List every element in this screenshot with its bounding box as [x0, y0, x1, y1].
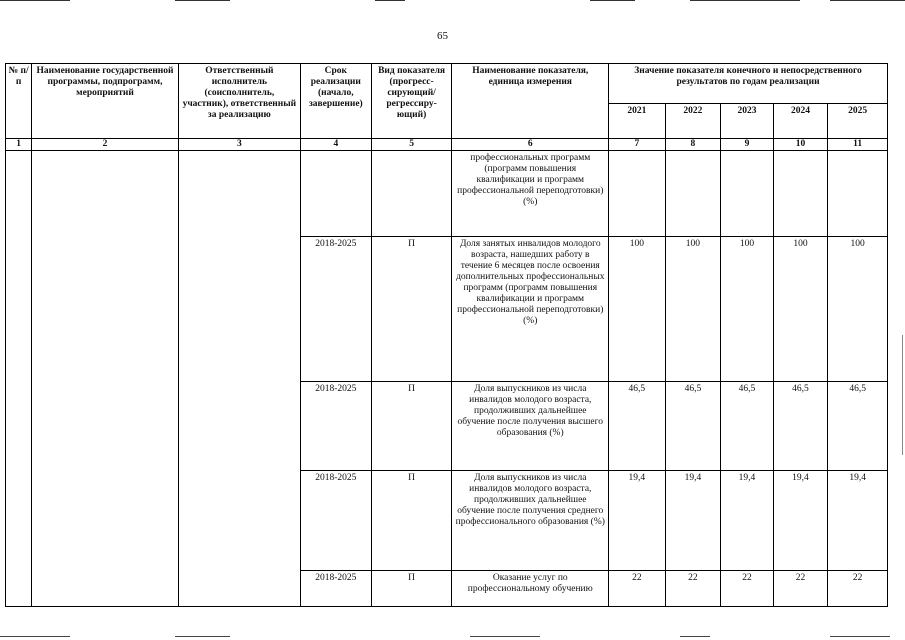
column-number: 1 — [6, 139, 32, 151]
header-values-group: Значение показателя конечного и непосредственного результатов по годам реализации — [609, 64, 888, 104]
value-cell: 22 — [721, 571, 774, 607]
indicators-table — [5, 63, 888, 607]
value-cell: 46,5 — [721, 382, 774, 471]
value-cell: 46,5 — [665, 382, 721, 471]
value-cell: 22 — [665, 571, 721, 607]
scan-top-edge — [0, 0, 905, 2]
term-cell: 2018-2025 — [300, 382, 371, 471]
column-number: 8 — [665, 139, 721, 151]
value-cell: 100 — [773, 237, 828, 382]
header-term: Срок реализации (начало, завершение) — [300, 64, 371, 139]
value-cell: 22 — [828, 571, 888, 607]
header-year: 2023 — [721, 104, 774, 139]
value-cell: 19,4 — [721, 471, 774, 571]
kind-cell: П — [371, 382, 452, 471]
table-row — [6, 151, 888, 237]
value-cell — [721, 151, 774, 237]
value-cell: 100 — [609, 237, 666, 382]
column-number: 10 — [773, 139, 828, 151]
header-year: 2022 — [665, 104, 721, 139]
column-number: 5 — [371, 139, 452, 151]
value-cell: 100 — [828, 237, 888, 382]
indicator-cell: Доля выпускников из числа инвалидов молодого возраста, продолживших дальнейшее обучение после получения высшего образования (%) — [452, 382, 609, 471]
indicator-cell: Доля выпускников из числа инвалидов молодого возраста, продолживших дальнейшее обучение после получения среднего профессионального образования (%) — [452, 471, 609, 571]
indicator-cell: Доля занятых инвалидов молодого возраста, нашедших работу в течение 6 месяцев после освоения дополнительных профессиональных программ (программ повышения квалификации и программ профессиональной переподготовки) (%) — [452, 237, 609, 382]
scan-bottom-edge — [0, 636, 905, 638]
header-executor: Ответственный исполнитель (соисполнитель, участник), ответственный за реализацию — [178, 64, 300, 139]
header-indicator-name: Наименование показателя, единица измерения — [452, 64, 609, 139]
kind-cell: П — [371, 471, 452, 571]
page-number: 65 — [437, 30, 448, 42]
value-cell: 22 — [609, 571, 666, 607]
value-cell — [609, 151, 666, 237]
value-cell: 46,5 — [828, 382, 888, 471]
header-year: 2025 — [828, 104, 888, 139]
value-cell: 100 — [665, 237, 721, 382]
term-cell: 2018-2025 — [300, 571, 371, 607]
kind-cell: П — [371, 237, 452, 382]
value-cell — [665, 151, 721, 237]
column-number: 6 — [452, 139, 609, 151]
header-year: 2024 — [773, 104, 828, 139]
row-number-cell — [6, 151, 32, 607]
term-cell — [300, 151, 371, 237]
indicator-cell: профессиональных программ (программ повышения квалификации и программ профессиональной переподготовки) (%) — [452, 151, 609, 237]
kind-cell: П — [371, 571, 452, 607]
header-number: № п/п — [6, 64, 32, 139]
header-indicator-kind: Вид показателя (прогресс-сирующий/ регрессиру-ющий) — [371, 64, 452, 139]
value-cell: 19,4 — [828, 471, 888, 571]
column-number: 4 — [300, 139, 371, 151]
kind-cell — [371, 151, 452, 237]
header-year: 2021 — [609, 104, 666, 139]
value-cell: 22 — [773, 571, 828, 607]
indicator-cell: Оказание услуг по профессиональному обучению — [452, 571, 609, 607]
header-program-name: Наименование государственной программы, подпрограмм, мероприятий — [32, 64, 178, 139]
column-number: 3 — [178, 139, 300, 151]
column-number: 7 — [609, 139, 666, 151]
value-cell: 19,4 — [609, 471, 666, 571]
value-cell — [773, 151, 828, 237]
program-name-cell — [32, 151, 178, 607]
executor-cell — [178, 151, 300, 607]
value-cell: 19,4 — [665, 471, 721, 571]
column-number: 2 — [32, 139, 178, 151]
term-cell: 2018-2025 — [300, 471, 371, 571]
value-cell: 46,5 — [609, 382, 666, 471]
scan-edge-line — [902, 335, 903, 455]
column-number: 11 — [828, 139, 888, 151]
value-cell — [828, 151, 888, 237]
value-cell: 100 — [721, 237, 774, 382]
value-cell: 46,5 — [773, 382, 828, 471]
term-cell: 2018-2025 — [300, 237, 371, 382]
column-number: 9 — [721, 139, 774, 151]
value-cell: 19,4 — [773, 471, 828, 571]
